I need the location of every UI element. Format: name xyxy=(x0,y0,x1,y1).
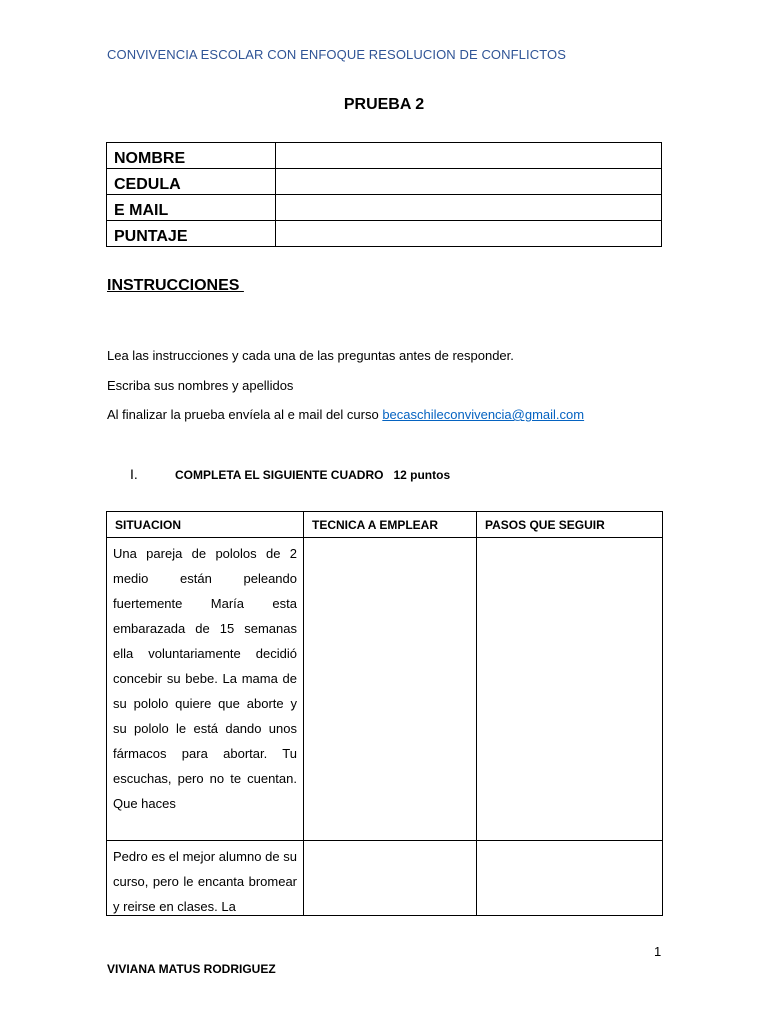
info-label-puntaje: PUNTAJE xyxy=(107,221,276,247)
situations-table xyxy=(106,511,663,916)
tecnica-cell[interactable] xyxy=(304,538,477,841)
info-row-nombre xyxy=(107,143,662,169)
info-value-email[interactable] xyxy=(276,195,662,221)
section-title: COMPLETA EL SIGUIENTE CUADRO 12 puntos xyxy=(175,468,451,482)
header-situacion: SITUACION xyxy=(107,512,304,538)
pasos-cell[interactable] xyxy=(477,841,663,916)
section-number: I. xyxy=(130,466,138,482)
info-row-puntaje xyxy=(107,221,662,247)
situacion-cell: Una pareja de pololos de 2 medio están peleando fuertemente María esta embarazada de 15 semanas ella voluntariamente decidió concebir su bebe. La mama de su pololo quiere que aborte y su pololo le está dando unos fármacos para abortar. Tu escuchas, pero no te cuentan. Que haces xyxy=(107,538,304,841)
document-header: CONVIVENCIA ESCOLAR CON ENFOQUE RESOLUCION DE CONFLICTOS xyxy=(107,47,566,62)
student-info-table xyxy=(106,142,662,247)
instruction-line-3-text: Al finalizar la prueba envíela al e mail del curso xyxy=(107,407,383,422)
instruction-line-3 xyxy=(107,407,584,422)
info-value-nombre[interactable] xyxy=(276,143,662,169)
situacion-text: Pedro es el mejor alumno de su curso, pero le encanta bromear y reirse en clases. La xyxy=(113,849,297,914)
situations-header-row xyxy=(107,512,663,538)
page-number: 1 xyxy=(654,944,662,959)
info-row-email xyxy=(107,195,662,221)
header-pasos: PASOS QUE SEGUIR xyxy=(477,512,663,538)
info-row-cedula xyxy=(107,169,662,195)
pasos-cell[interactable] xyxy=(477,538,663,841)
instruction-line-2: Escriba sus nombres y apellidos xyxy=(107,378,294,393)
info-value-cedula[interactable] xyxy=(276,169,662,195)
page-title: PRUEBA 2 xyxy=(343,96,425,113)
header-tecnica: TECNICA A EMPLEAR xyxy=(304,512,477,538)
table-row xyxy=(107,841,663,916)
tecnica-cell[interactable] xyxy=(304,841,477,916)
document-footer: VIVIANA MATUS RODRIGUEZ xyxy=(107,962,276,976)
info-label-email: E MAIL xyxy=(107,195,276,221)
course-email-link[interactable]: becaschileconvivencia@gmail.com xyxy=(382,407,585,422)
situacion-cell xyxy=(107,841,304,916)
info-label-cedula: CEDULA xyxy=(107,169,276,195)
instruction-line-1: Lea las instrucciones y cada una de las preguntas antes de responder. xyxy=(107,348,514,363)
table-row xyxy=(107,538,663,841)
info-label-nombre: NOMBRE xyxy=(107,143,276,169)
info-value-puntaje[interactable] xyxy=(276,221,662,247)
instructions-heading: INSTRUCCIONES xyxy=(107,277,244,294)
